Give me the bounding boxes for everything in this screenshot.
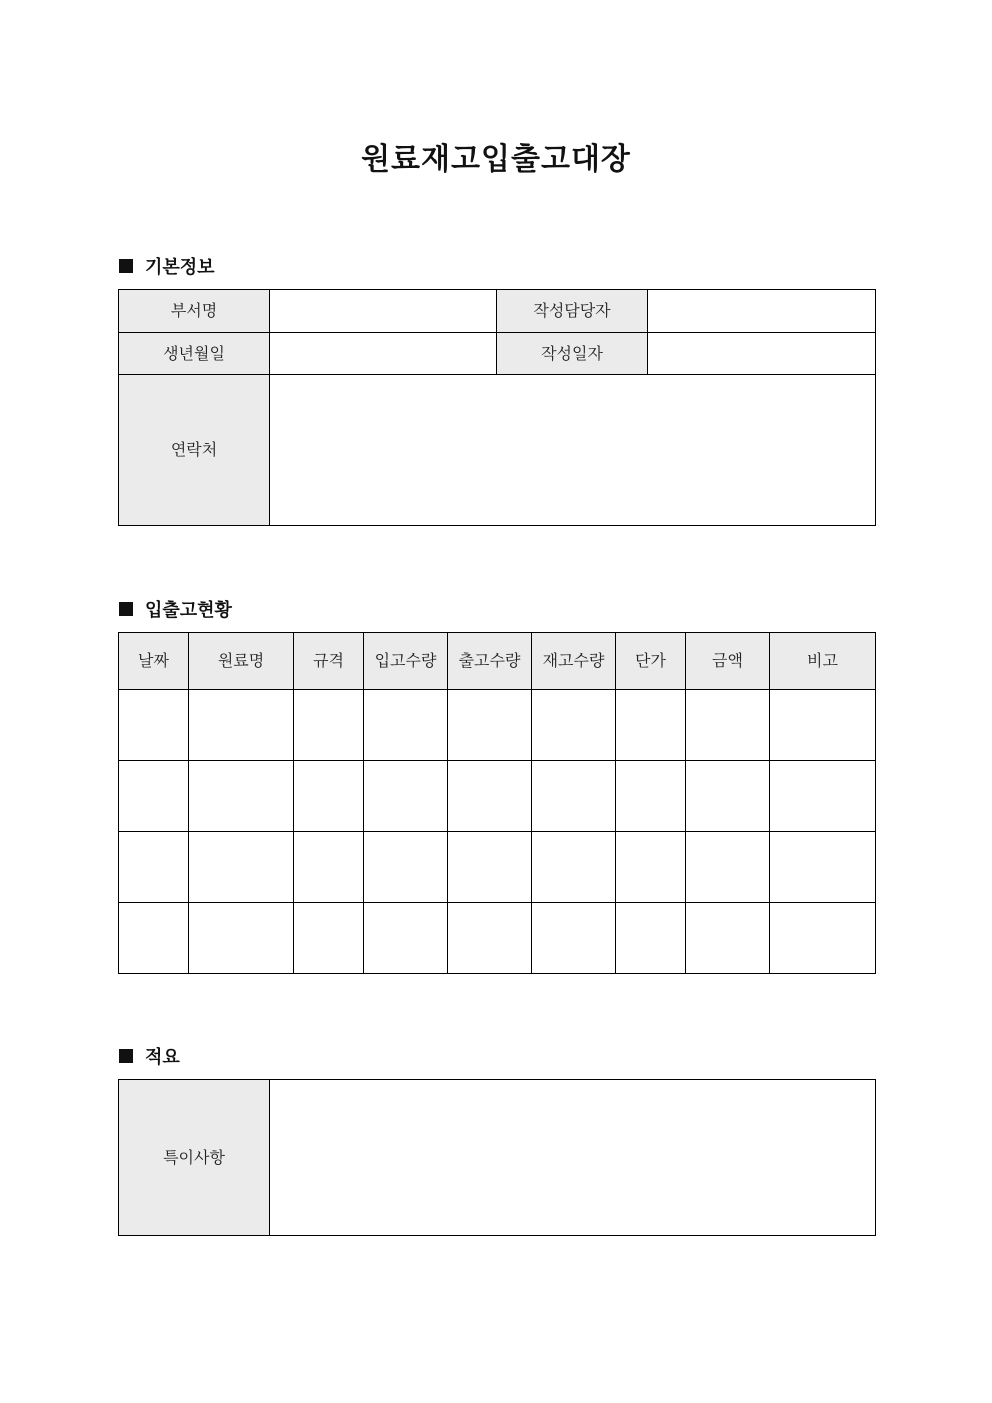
col-spec-header: 규격 [294,633,364,690]
dept-label: 부서명 [119,290,270,333]
table-cell[interactable] [294,832,364,903]
birth-field[interactable] [270,333,497,375]
section-basic-heading [119,253,215,279]
table-cell[interactable] [532,761,616,832]
date-field[interactable] [648,333,876,375]
section-basic-label: 기본정보 [145,257,215,278]
col-out-qty-header: 출고수량 [448,633,532,690]
writer-label: 작성담당자 [497,290,648,333]
table-cell[interactable] [770,690,876,761]
contact-field[interactable] [270,375,876,526]
summary-table [118,1079,876,1236]
table-cell[interactable] [119,903,189,974]
table-cell[interactable] [189,903,294,974]
table-cell[interactable] [364,761,448,832]
col-amount-header: 금액 [686,633,770,690]
table-cell[interactable] [532,903,616,974]
col-remarks-header: 비고 [770,633,876,690]
table-cell[interactable] [294,690,364,761]
inout-header-row [119,633,876,690]
writer-field[interactable] [648,290,876,333]
col-unit-price-header: 단가 [616,633,686,690]
table-cell[interactable] [448,690,532,761]
table-cell[interactable] [616,832,686,903]
table-cell[interactable] [448,761,532,832]
dept-field[interactable] [270,290,497,333]
table-cell[interactable] [364,832,448,903]
col-date-header: 날짜 [119,633,189,690]
table-row [119,903,876,974]
section-summary-label: 적요 [145,1047,180,1068]
table-cell[interactable] [770,832,876,903]
basic-info-table [118,289,876,526]
square-bullet-icon [119,1049,133,1063]
table-cell[interactable] [686,761,770,832]
table-cell[interactable] [616,903,686,974]
date-label: 작성일자 [497,333,648,375]
square-bullet-icon [119,602,133,616]
page-title: 원료재고입출고대장 [361,142,631,177]
section-inout-heading [119,596,232,622]
table-cell[interactable] [294,903,364,974]
table-cell[interactable] [686,690,770,761]
table-cell[interactable] [119,761,189,832]
table-cell[interactable] [448,832,532,903]
inout-table [118,632,876,974]
contact-label: 연락처 [119,375,270,526]
table-cell[interactable] [616,690,686,761]
notes-label: 특이사항 [119,1080,270,1236]
table-cell[interactable] [189,832,294,903]
square-bullet-icon [119,259,133,273]
table-cell[interactable] [294,761,364,832]
table-row [119,761,876,832]
table-cell[interactable] [119,832,189,903]
table-cell[interactable] [770,761,876,832]
table-cell[interactable] [616,761,686,832]
col-in-qty-header: 입고수량 [364,633,448,690]
table-cell[interactable] [189,761,294,832]
notes-field[interactable] [270,1080,876,1236]
section-inout-label: 입출고현황 [145,600,232,621]
table-cell[interactable] [448,903,532,974]
table-cell[interactable] [532,832,616,903]
table-cell[interactable] [686,832,770,903]
table-row [119,832,876,903]
table-cell[interactable] [532,690,616,761]
birth-label: 생년월일 [119,333,270,375]
table-cell[interactable] [119,690,189,761]
table-cell[interactable] [770,903,876,974]
table-row [119,690,876,761]
section-summary-heading [119,1043,180,1069]
table-cell[interactable] [189,690,294,761]
table-cell[interactable] [686,903,770,974]
col-stock-qty-header: 재고수량 [532,633,616,690]
col-material-header: 원료명 [189,633,294,690]
table-cell[interactable] [364,690,448,761]
table-cell[interactable] [364,903,448,974]
